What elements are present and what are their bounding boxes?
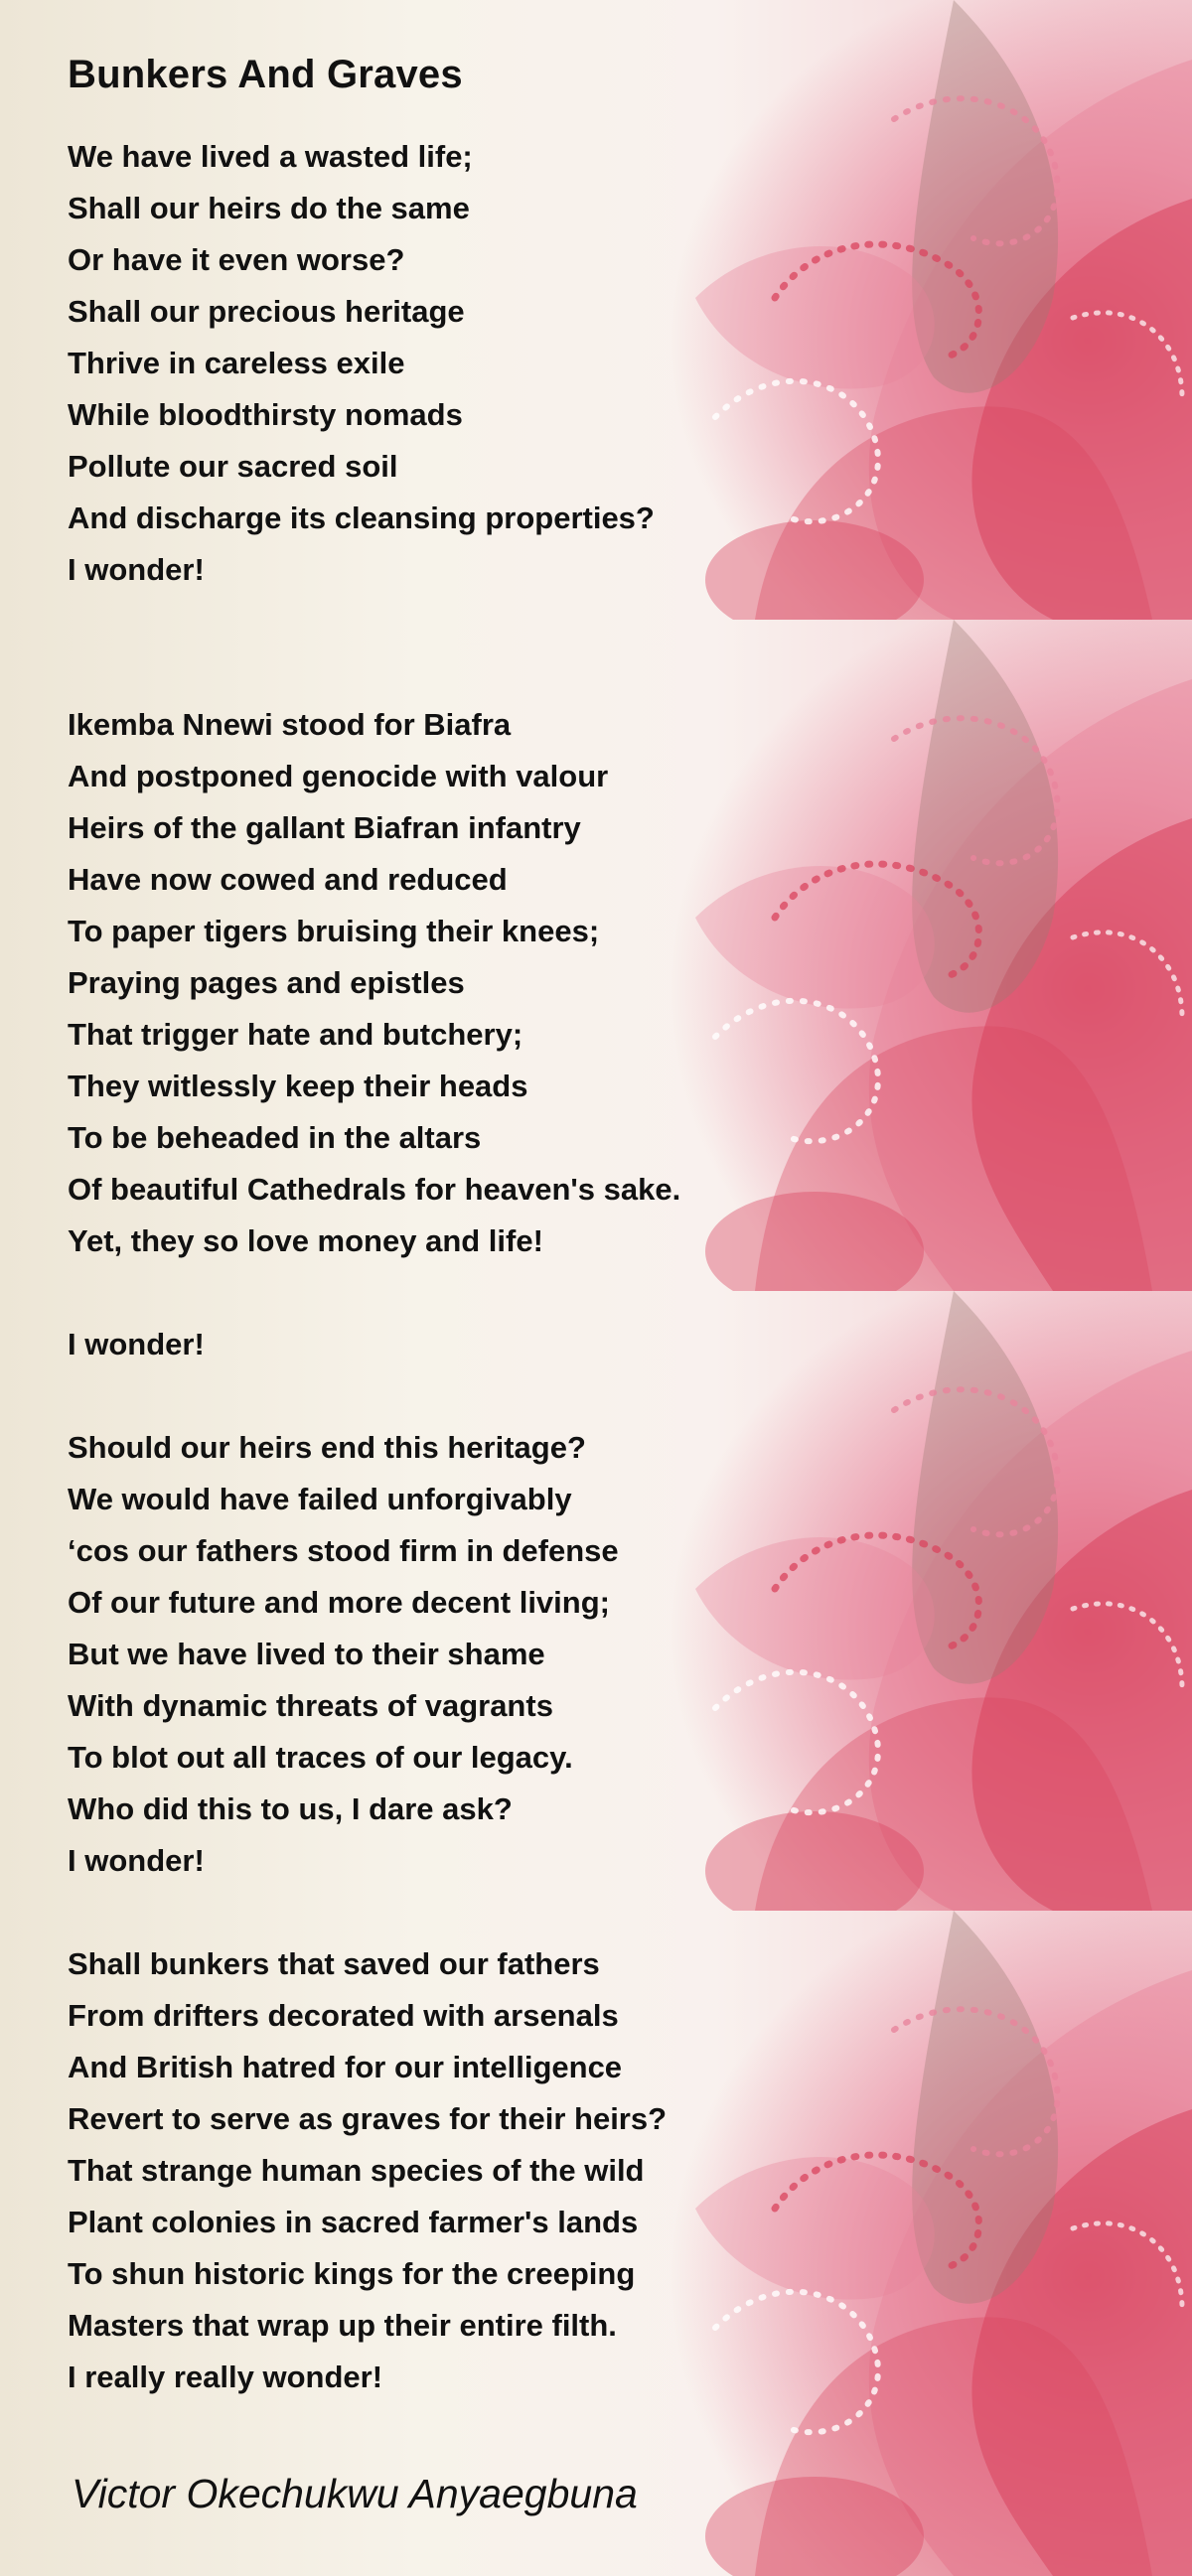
poem-author: Victor Okechukwu Anyaegbuna <box>72 2471 638 2516</box>
poem-line: Shall bunkers that saved our fathers <box>68 1946 600 1981</box>
poem-line: I wonder! <box>68 1327 205 1361</box>
poem-line: Ikemba Nnewi stood for Biafra <box>68 707 512 742</box>
stanza-break <box>68 596 1160 647</box>
poem-line: That strange human species of the wild <box>68 2153 645 2188</box>
stanza-break <box>68 1887 1160 1938</box>
poem-line: Who did this to us, I dare ask? <box>68 1791 513 1826</box>
poem-line: They witlessly keep their heads <box>68 1069 528 1103</box>
poem-line: Of beautiful Cathedrals for heaven's sake. <box>68 1172 681 1207</box>
poem-line: That trigger hate and butchery; <box>68 1017 523 1052</box>
poem-line: We have lived a wasted life; <box>68 139 473 174</box>
poem-line: Have now cowed and reduced <box>68 862 508 897</box>
poem-line: Thrive in careless exile <box>68 346 405 380</box>
stanza-break <box>68 647 1160 699</box>
poem-line: I really really wonder! <box>68 2360 383 2394</box>
poem-line: Masters that wrap up their entire filth. <box>68 2308 617 2343</box>
poem-line: I wonder! <box>68 552 205 587</box>
poem-line: We would have failed unforgivably <box>68 1482 572 1516</box>
poem-line: With dynamic threats of vagrants <box>68 1688 553 1723</box>
poem-line: To shun historic kings for the creeping <box>68 2256 636 2291</box>
poem-content <box>68 40 1160 2403</box>
poem-line: Should our heirs end this heritage? <box>68 1430 586 1465</box>
poem-line: While bloodthirsty nomads <box>68 397 463 432</box>
poem-line: Plant colonies in sacred farmer's lands <box>68 2205 639 2239</box>
poem-title: Bunkers And Graves <box>68 53 463 96</box>
poem-line: From drifters decorated with arsenals <box>68 1998 619 2033</box>
stanza-break <box>68 1267 1160 1319</box>
poem-line: And discharge its cleansing properties? <box>68 501 655 535</box>
poem-line: I wonder! <box>68 1843 205 1878</box>
poem-line: Revert to serve as graves for their heirs? <box>68 2101 668 2136</box>
poem-line: Or have it even worse? <box>68 242 405 277</box>
poem-line: To be beheaded in the altars <box>68 1120 482 1155</box>
poem-line: Yet, they so love money and life! <box>68 1223 543 1258</box>
poem-stanzas <box>68 131 1160 2403</box>
poem-line: Pollute our sacred soil <box>68 449 398 484</box>
poem-line: Shall our precious heritage <box>68 294 465 329</box>
poem-line: Praying pages and epistles <box>68 965 465 1000</box>
poem-line: But we have lived to their shame <box>68 1637 545 1671</box>
poem-line: Of our future and more decent living; <box>68 1585 610 1620</box>
poem-line: Shall our heirs do the same <box>68 191 470 225</box>
poem-line: To paper tigers bruising their knees; <box>68 914 600 948</box>
poem-line: And postponed genocide with valour <box>68 759 609 793</box>
poem-line: To blot out all traces of our legacy. <box>68 1740 573 1775</box>
poem-line: Heirs of the gallant Biafran infantry <box>68 810 581 845</box>
poem-line: ‘cos our fathers stood firm in defense <box>68 1533 619 1568</box>
poem-line: And British hatred for our intelligence <box>68 2050 623 2084</box>
stanza-break <box>68 1370 1160 1422</box>
